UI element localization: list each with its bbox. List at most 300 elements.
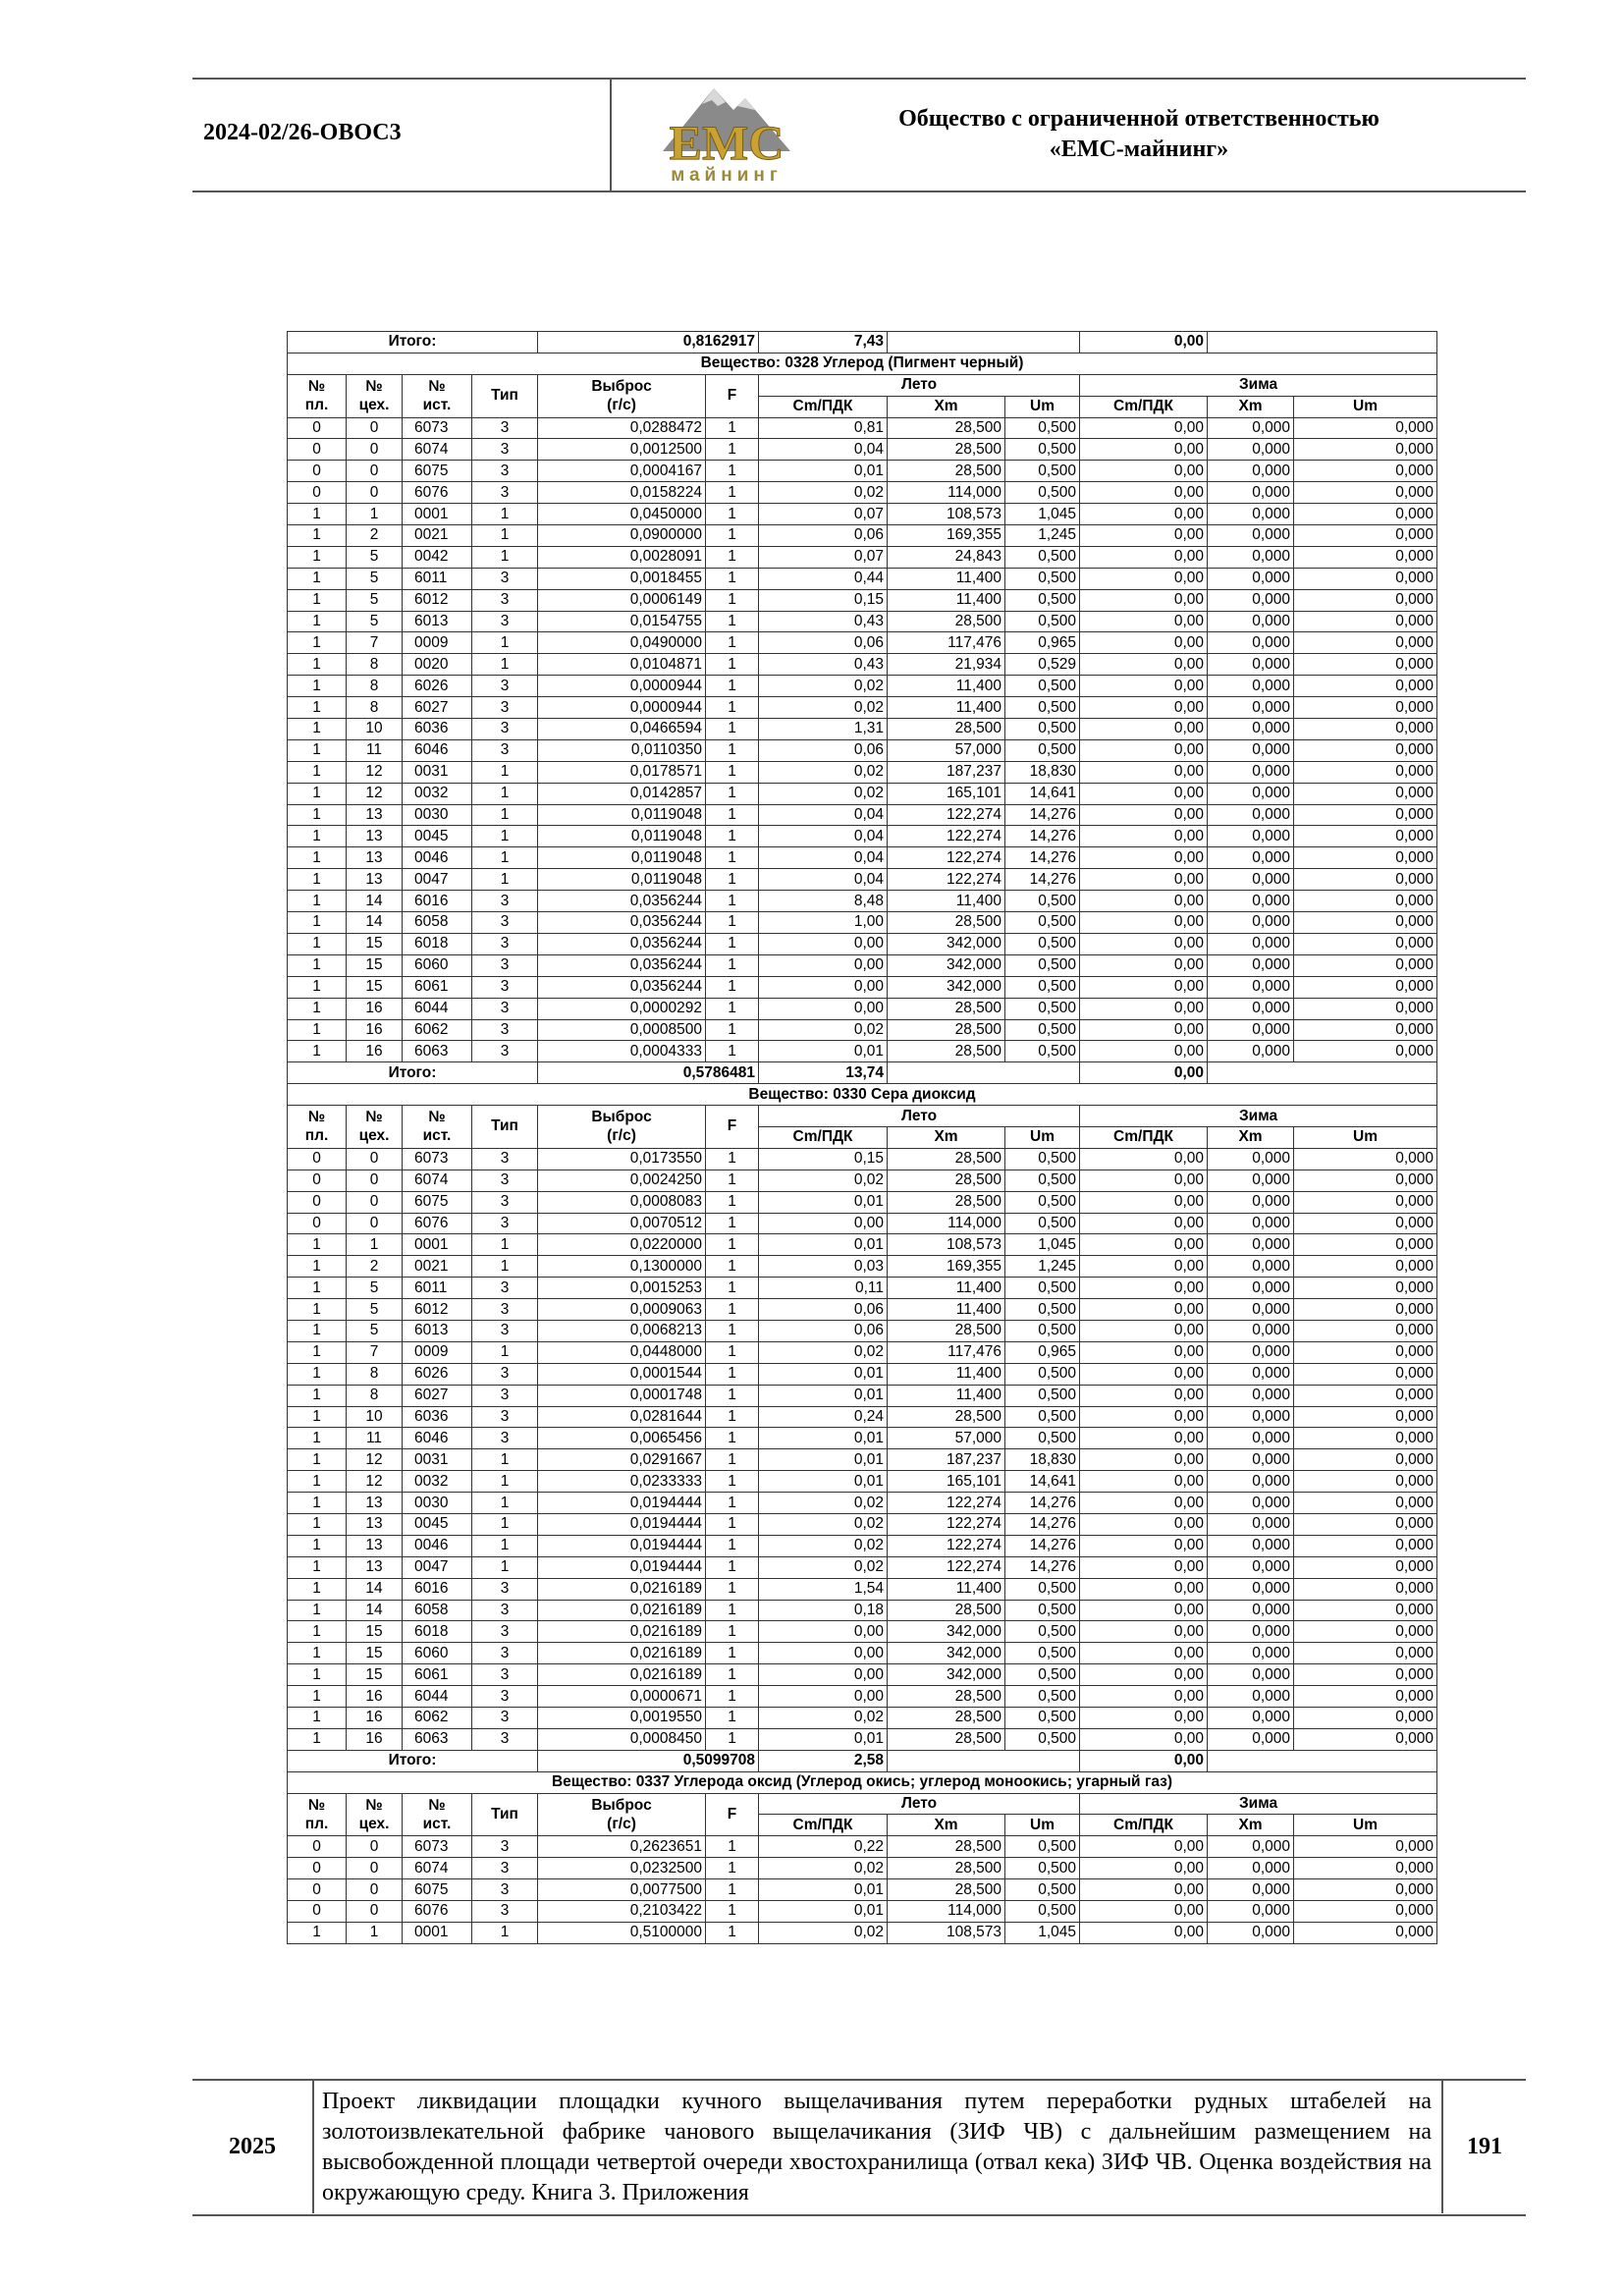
- cell-emission: 0,0068213: [538, 1320, 706, 1341]
- cell-xm-summer: 28,500: [888, 1041, 1005, 1062]
- cell-cm-summer: 0,43: [759, 611, 888, 632]
- cell-um-summer: 0,500: [1005, 1363, 1080, 1385]
- cell-cm-summer: 0,02: [759, 783, 888, 804]
- cell-emission: 0,0015253: [538, 1278, 706, 1299]
- cell-type: 3: [472, 912, 538, 934]
- cell-xm-winter: 0,000: [1208, 783, 1294, 804]
- cell-no-pl: 1: [288, 1363, 347, 1385]
- cell-um-winter: 0,000: [1294, 1363, 1437, 1385]
- cell-f: 1: [706, 976, 759, 998]
- cell-f: 1: [706, 1901, 759, 1923]
- cell-cm-summer: 0,00: [759, 998, 888, 1019]
- cell-emission: 0,0450000: [538, 504, 706, 525]
- cell-type: 3: [472, 1600, 538, 1621]
- header-no-ceh: № цех.: [347, 374, 403, 417]
- cell-no-ist: 6058: [403, 1600, 472, 1621]
- cell-no-ceh: 13: [347, 1535, 403, 1556]
- cell-no-ist: 6074: [403, 1170, 472, 1191]
- cell-no-ist: 6076: [403, 1901, 472, 1923]
- header-type: Тип: [472, 1106, 538, 1149]
- cell-um-winter: 0,000: [1294, 739, 1437, 761]
- cell-cm-summer: 0,06: [759, 739, 888, 761]
- cell-no-ceh: 16: [347, 1708, 403, 1729]
- cell-um-winter: 0,000: [1294, 1041, 1437, 1062]
- cell-no-pl: 0: [288, 1170, 347, 1191]
- cell-f: 1: [706, 869, 759, 891]
- cell-no-ist: 6013: [403, 611, 472, 632]
- cell-xm-summer: 28,500: [888, 611, 1005, 632]
- cell-no-ist: 6011: [403, 568, 472, 589]
- cell-no-ist: 6013: [403, 1320, 472, 1341]
- header-no-ist: № ист.: [403, 1793, 472, 1836]
- cell-xm-winter: 0,000: [1208, 1922, 1294, 1943]
- cell-xm-winter: 0,000: [1208, 1836, 1294, 1858]
- cell-type: 1: [472, 525, 538, 547]
- cell-cm-winter: 0,00: [1080, 1234, 1208, 1256]
- cell-no-pl: 1: [288, 632, 347, 654]
- cell-no-ist: 0001: [403, 504, 472, 525]
- cell-cm-winter: 0,00: [1080, 1708, 1208, 1729]
- total-label: Итого:: [288, 1750, 538, 1771]
- cell-type: 3: [472, 1858, 538, 1879]
- table-row: [288, 1471, 1437, 1493]
- cell-emission: 0,0291667: [538, 1449, 706, 1471]
- cell-no-ist: 6011: [403, 1278, 472, 1299]
- cell-xm-summer: 21,934: [888, 654, 1005, 676]
- cell-f: 1: [706, 1234, 759, 1256]
- cell-no-ist: 6075: [403, 1191, 472, 1213]
- cell-xm-winter: 0,000: [1208, 1299, 1294, 1321]
- cell-um-summer: 0,500: [1005, 1041, 1080, 1062]
- cell-type: 3: [472, 1621, 538, 1643]
- cell-f: 1: [706, 1406, 759, 1428]
- cell-no-pl: 1: [288, 1643, 347, 1664]
- cell-type: 3: [472, 1686, 538, 1708]
- cell-xm-winter: 0,000: [1208, 1686, 1294, 1708]
- cell-xm-summer: 28,500: [888, 1191, 1005, 1213]
- cell-no-ceh: 13: [347, 1513, 403, 1535]
- cell-no-ceh: 5: [347, 546, 403, 568]
- cell-xm-winter: 0,000: [1208, 482, 1294, 504]
- cell-um-winter: 0,000: [1294, 976, 1437, 998]
- cell-type: 3: [472, 933, 538, 954]
- footer: [192, 2079, 1526, 2216]
- table-row: [288, 1858, 1437, 1879]
- cell-cm-summer: 1,31: [759, 719, 888, 740]
- cell-um-summer: 1,245: [1005, 525, 1080, 547]
- emission-table: [287, 331, 1437, 1944]
- cell-emission: 0,0119048: [538, 847, 706, 869]
- cell-xm-summer: 187,237: [888, 761, 1005, 783]
- table-row: [288, 1278, 1437, 1299]
- cell-emission: 0,0119048: [538, 804, 706, 826]
- cell-no-ceh: 0: [347, 482, 403, 504]
- cell-no-ist: 6027: [403, 697, 472, 719]
- cell-emission: 0,0104871: [538, 654, 706, 676]
- cell-cm-winter: 0,00: [1080, 1363, 1208, 1385]
- cell-no-ist: 0032: [403, 783, 472, 804]
- cell-type: 3: [472, 1901, 538, 1923]
- cell-um-summer: 0,500: [1005, 1600, 1080, 1621]
- cell-no-ceh: 8: [347, 1385, 403, 1406]
- cell-xm-winter: 0,000: [1208, 826, 1294, 847]
- cell-cm-winter: 0,00: [1080, 568, 1208, 589]
- table-row: [288, 1708, 1437, 1729]
- cell-xm-summer: 24,843: [888, 546, 1005, 568]
- cell-no-ceh: 13: [347, 847, 403, 869]
- table-row: [288, 804, 1437, 826]
- cell-emission: 0,0019550: [538, 1708, 706, 1729]
- column-header-row: [288, 1793, 1437, 1815]
- cell-emission: 0,0024250: [538, 1170, 706, 1191]
- cell-no-ceh: 0: [347, 1213, 403, 1234]
- cell-um-winter: 0,000: [1294, 1836, 1437, 1858]
- cell-xm-summer: 342,000: [888, 933, 1005, 954]
- cell-no-pl: 1: [288, 1428, 347, 1449]
- cell-f: 1: [706, 912, 759, 934]
- cell-f: 1: [706, 1556, 759, 1578]
- cell-xm-summer: 28,500: [888, 1728, 1005, 1750]
- cell-no-ist: 0045: [403, 1513, 472, 1535]
- cell-cm-winter: 0,00: [1080, 1471, 1208, 1493]
- cell-cm-winter: 0,00: [1080, 504, 1208, 525]
- cell-cm-summer: 0,02: [759, 1556, 888, 1578]
- cell-type: 3: [472, 1213, 538, 1234]
- cell-no-ist: 0021: [403, 525, 472, 547]
- footer-year: 2025: [192, 2081, 314, 2213]
- cell-cm-summer: 0,04: [759, 869, 888, 891]
- substance-title-row: [288, 353, 1437, 374]
- cell-xm-summer: 122,274: [888, 1513, 1005, 1535]
- header-no-pl: № пл.: [288, 374, 347, 417]
- cell-um-summer: 0,500: [1005, 546, 1080, 568]
- cell-um-winter: 0,000: [1294, 761, 1437, 783]
- cell-um-summer: 0,500: [1005, 439, 1080, 461]
- substance-title: Вещество: 0330 Сера диоксид: [288, 1084, 1437, 1106]
- cell-um-winter: 0,000: [1294, 1535, 1437, 1556]
- cell-no-pl: 1: [288, 1600, 347, 1621]
- cell-cm-summer: 0,22: [759, 1836, 888, 1858]
- header-winter: Зима: [1080, 374, 1437, 396]
- table-row: [288, 761, 1437, 783]
- table-row: [288, 1578, 1437, 1600]
- cell-xm-winter: 0,000: [1208, 1191, 1294, 1213]
- table-row: [288, 504, 1437, 525]
- cell-no-pl: 1: [288, 1041, 347, 1062]
- cell-f: 1: [706, 998, 759, 1019]
- table-row: [288, 1686, 1437, 1708]
- cell-f: 1: [706, 482, 759, 504]
- cell-um-winter: 0,000: [1294, 1449, 1437, 1471]
- cell-cm-summer: 0,01: [759, 461, 888, 482]
- cell-no-ist: 6046: [403, 739, 472, 761]
- table-row: [288, 632, 1437, 654]
- cell-xm-summer: 28,500: [888, 1879, 1005, 1901]
- cell-um-winter: 0,000: [1294, 1600, 1437, 1621]
- cell-emission: 0,0000944: [538, 676, 706, 697]
- header-xm-winter: Xm: [1208, 396, 1294, 417]
- cell-no-ceh: 0: [347, 1858, 403, 1879]
- cell-xm-winter: 0,000: [1208, 933, 1294, 954]
- cell-f: 1: [706, 439, 759, 461]
- cell-xm-summer: 169,355: [888, 525, 1005, 547]
- cell-emission: 0,0216189: [538, 1643, 706, 1664]
- cell-f: 1: [706, 1363, 759, 1385]
- cell-xm-summer: 108,573: [888, 504, 1005, 525]
- cell-cm-summer: 0,02: [759, 1858, 888, 1879]
- cell-xm-winter: 0,000: [1208, 847, 1294, 869]
- cell-type: 1: [472, 1341, 538, 1363]
- header-divider: [610, 79, 612, 190]
- cell-no-pl: 0: [288, 417, 347, 439]
- cell-no-ist: 6074: [403, 439, 472, 461]
- cell-xm-summer: 342,000: [888, 1621, 1005, 1643]
- cell-no-ceh: 13: [347, 869, 403, 891]
- cell-f: 1: [706, 1493, 759, 1514]
- cell-cm-summer: 0,15: [759, 589, 888, 611]
- cell-no-ist: 0047: [403, 1556, 472, 1578]
- cell-um-summer: 1,245: [1005, 1256, 1080, 1278]
- cell-cm-summer: 0,01: [759, 1385, 888, 1406]
- cell-cm-summer: 0,03: [759, 1256, 888, 1278]
- cell-no-ist: 6075: [403, 461, 472, 482]
- cell-um-winter: 0,000: [1294, 525, 1437, 547]
- cell-emission: 0,0233333: [538, 1471, 706, 1493]
- table-row: [288, 417, 1437, 439]
- table-row: [288, 1513, 1437, 1535]
- cell-emission: 0,0004333: [538, 1041, 706, 1062]
- header-emission: Выброс (г/с): [538, 1793, 706, 1836]
- cell-xm-winter: 0,000: [1208, 1256, 1294, 1278]
- cell-no-pl: 1: [288, 1320, 347, 1341]
- cell-cm-summer: 0,04: [759, 439, 888, 461]
- cell-xm-summer: 11,400: [888, 568, 1005, 589]
- cell-no-pl: 0: [288, 1191, 347, 1213]
- cell-f: 1: [706, 1170, 759, 1191]
- cell-cm-winter: 0,00: [1080, 546, 1208, 568]
- cell-xm-summer: 11,400: [888, 697, 1005, 719]
- cell-xm-winter: 0,000: [1208, 719, 1294, 740]
- cell-type: 1: [472, 826, 538, 847]
- cell-xm-summer: 114,000: [888, 1213, 1005, 1234]
- cell-f: 1: [706, 1513, 759, 1535]
- cell-um-summer: 14,276: [1005, 1535, 1080, 1556]
- cell-cm-summer: 0,07: [759, 546, 888, 568]
- cell-um-summer: 0,500: [1005, 1858, 1080, 1879]
- cell-um-winter: 0,000: [1294, 611, 1437, 632]
- header-xm-winter: Xm: [1208, 1126, 1294, 1148]
- cell-cm-winter: 0,00: [1080, 1535, 1208, 1556]
- table-row: [288, 461, 1437, 482]
- header-um-winter: Um: [1294, 1126, 1437, 1148]
- cell-no-ceh: 16: [347, 1041, 403, 1062]
- header-xm-summer: Xm: [888, 396, 1005, 417]
- cell-cm-summer: 0,02: [759, 1170, 888, 1191]
- cell-um-summer: 14,276: [1005, 1513, 1080, 1535]
- cell-emission: 0,1300000: [538, 1256, 706, 1278]
- cell-um-summer: 0,500: [1005, 1320, 1080, 1341]
- cell-no-ist: 0020: [403, 654, 472, 676]
- cell-emission: 0,0000671: [538, 1686, 706, 1708]
- cell-type: 3: [472, 589, 538, 611]
- cell-cm-summer: 0,04: [759, 847, 888, 869]
- cell-no-ceh: 5: [347, 589, 403, 611]
- cell-um-summer: 0,965: [1005, 632, 1080, 654]
- cell-um-summer: 0,500: [1005, 891, 1080, 912]
- cell-um-summer: 0,500: [1005, 1213, 1080, 1234]
- cell-f: 1: [706, 1191, 759, 1213]
- cell-no-pl: 1: [288, 1535, 347, 1556]
- cell-xm-winter: 0,000: [1208, 525, 1294, 547]
- cell-no-ist: 6063: [403, 1728, 472, 1750]
- cell-um-winter: 0,000: [1294, 504, 1437, 525]
- cell-no-ceh: 12: [347, 1449, 403, 1471]
- cell-type: 3: [472, 1578, 538, 1600]
- cell-um-summer: 0,500: [1005, 739, 1080, 761]
- cell-um-summer: 0,500: [1005, 954, 1080, 976]
- total-cm-summer: 13,74: [759, 1062, 888, 1084]
- cell-xm-winter: 0,000: [1208, 761, 1294, 783]
- cell-xm-summer: 11,400: [888, 1299, 1005, 1321]
- cell-cm-winter: 0,00: [1080, 1728, 1208, 1750]
- emission-tables: [287, 331, 1437, 1944]
- cell-type: 3: [472, 1836, 538, 1858]
- cell-xm-winter: 0,000: [1208, 1471, 1294, 1493]
- cell-type: 1: [472, 1493, 538, 1514]
- cell-no-pl: 1: [288, 912, 347, 934]
- cell-um-summer: 0,500: [1005, 719, 1080, 740]
- cell-no-pl: 1: [288, 1019, 347, 1041]
- cell-emission: 0,0356244: [538, 976, 706, 998]
- cell-no-ceh: 15: [347, 1621, 403, 1643]
- cell-emission: 0,0065456: [538, 1428, 706, 1449]
- cell-xm-winter: 0,000: [1208, 976, 1294, 998]
- cell-xm-summer: 11,400: [888, 1385, 1005, 1406]
- cell-um-summer: 0,500: [1005, 568, 1080, 589]
- cell-um-summer: 0,965: [1005, 1341, 1080, 1363]
- table-row: [288, 676, 1437, 697]
- cell-no-ceh: 11: [347, 739, 403, 761]
- cell-no-ceh: 5: [347, 611, 403, 632]
- cell-xm-winter: 0,000: [1208, 1170, 1294, 1191]
- header-f: F: [706, 1793, 759, 1836]
- cell-cm-winter: 0,00: [1080, 933, 1208, 954]
- table-row: [288, 589, 1437, 611]
- cell-f: 1: [706, 632, 759, 654]
- cell-xm-summer: 28,500: [888, 1148, 1005, 1170]
- cell-um-summer: 14,276: [1005, 847, 1080, 869]
- cell-um-summer: 0,500: [1005, 1148, 1080, 1170]
- cell-cm-winter: 0,00: [1080, 1213, 1208, 1234]
- cell-no-pl: 1: [288, 568, 347, 589]
- cell-f: 1: [706, 1600, 759, 1621]
- cell-um-winter: 0,000: [1294, 783, 1437, 804]
- table-row: [288, 1406, 1437, 1428]
- cell-emission: 0,0900000: [538, 525, 706, 547]
- cell-cm-winter: 0,00: [1080, 697, 1208, 719]
- cell-no-ist: 6016: [403, 891, 472, 912]
- substance-title-row: [288, 1084, 1437, 1106]
- cell-no-ceh: 1: [347, 1922, 403, 1943]
- cell-um-winter: 0,000: [1294, 1256, 1437, 1278]
- cell-cm-summer: 0,06: [759, 632, 888, 654]
- table-row: [288, 891, 1437, 912]
- cell-xm-winter: 0,000: [1208, 1363, 1294, 1385]
- cell-xm-summer: 114,000: [888, 482, 1005, 504]
- cell-no-ceh: 0: [347, 1170, 403, 1191]
- cell-no-ceh: 8: [347, 1363, 403, 1385]
- total-emission: 0,5786481: [538, 1062, 759, 1084]
- cell-um-summer: 0,500: [1005, 1385, 1080, 1406]
- cell-no-pl: 1: [288, 976, 347, 998]
- cell-f: 1: [706, 1643, 759, 1664]
- header-cm-winter: Cm/ПДК: [1080, 1126, 1208, 1148]
- cell-type: 3: [472, 1019, 538, 1041]
- cell-no-pl: 1: [288, 869, 347, 891]
- table-row: [288, 1493, 1437, 1514]
- table-row: [288, 1535, 1437, 1556]
- cell-type: 3: [472, 1148, 538, 1170]
- cell-cm-summer: 0,81: [759, 417, 888, 439]
- cell-xm-winter: 0,000: [1208, 1406, 1294, 1428]
- cell-um-winter: 0,000: [1294, 1922, 1437, 1943]
- cell-um-winter: 0,000: [1294, 461, 1437, 482]
- cell-xm-winter: 0,000: [1208, 611, 1294, 632]
- cell-xm-winter: 0,000: [1208, 546, 1294, 568]
- cell-um-winter: 0,000: [1294, 869, 1437, 891]
- cell-no-ist: 6012: [403, 1299, 472, 1321]
- cell-no-pl: 1: [288, 719, 347, 740]
- cell-emission: 0,0012500: [538, 439, 706, 461]
- table-row: [288, 654, 1437, 676]
- cell-xm-winter: 0,000: [1208, 1320, 1294, 1341]
- cell-emission: 0,0119048: [538, 826, 706, 847]
- table-row: [288, 1901, 1437, 1923]
- cell-xm-summer: 28,500: [888, 1170, 1005, 1191]
- cell-no-ceh: 10: [347, 1406, 403, 1428]
- cell-no-ceh: 7: [347, 1341, 403, 1363]
- cell-cm-summer: 0,43: [759, 654, 888, 676]
- cell-no-ceh: 1: [347, 504, 403, 525]
- cell-type: 1: [472, 783, 538, 804]
- table-row: [288, 933, 1437, 954]
- cell-f: 1: [706, 1879, 759, 1901]
- cell-cm-winter: 0,00: [1080, 1278, 1208, 1299]
- cell-no-ceh: 16: [347, 1019, 403, 1041]
- cell-xm-summer: 187,237: [888, 1449, 1005, 1471]
- cell-xm-winter: 0,000: [1208, 1621, 1294, 1643]
- cell-um-winter: 0,000: [1294, 1471, 1437, 1493]
- cell-xm-summer: 28,500: [888, 998, 1005, 1019]
- cell-um-summer: 0,500: [1005, 1406, 1080, 1428]
- cell-cm-summer: 0,02: [759, 697, 888, 719]
- cell-um-summer: 0,500: [1005, 1901, 1080, 1923]
- header-xm-summer: Xm: [888, 1126, 1005, 1148]
- cell-emission: 0,0028091: [538, 546, 706, 568]
- cell-emission: 0,0281644: [538, 1406, 706, 1428]
- cell-no-ceh: 16: [347, 1728, 403, 1750]
- cell-type: 1: [472, 1256, 538, 1278]
- company-logo: [643, 81, 810, 190]
- cell-cm-summer: 0,00: [759, 1643, 888, 1664]
- cell-um-winter: 0,000: [1294, 933, 1437, 954]
- cell-um-summer: 1,045: [1005, 504, 1080, 525]
- cell-um-summer: 0,500: [1005, 933, 1080, 954]
- cell-no-pl: 1: [288, 546, 347, 568]
- cell-cm-winter: 0,00: [1080, 439, 1208, 461]
- header-no-ist: № ист.: [403, 1106, 472, 1149]
- header-um-summer: Um: [1005, 1815, 1080, 1836]
